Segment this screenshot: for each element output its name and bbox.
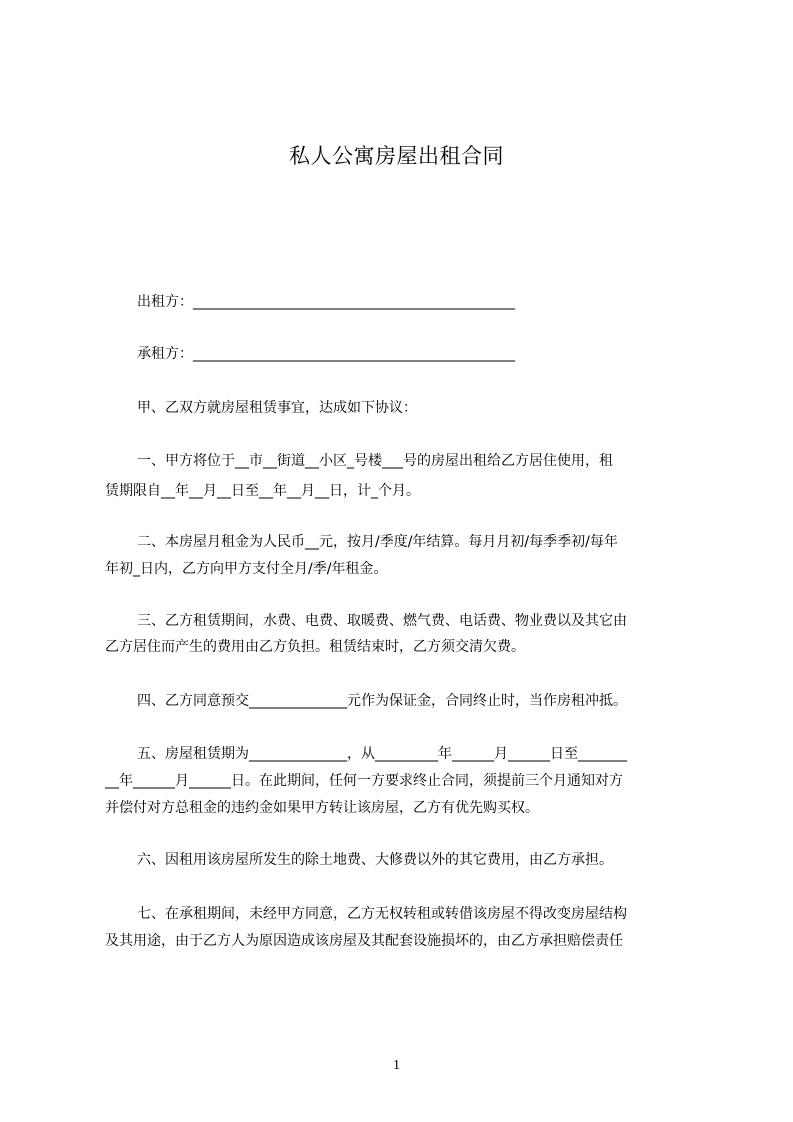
- clause-5-line-2: __年______月______日。在此期间，任何一方要求终止合同，须提前三个月通知对方: [105, 773, 623, 789]
- lessor-line: 出租方：______________________________________________: [137, 294, 515, 310]
- clause-2-line-2: 年初_日内，乙方向甲方支付全月/季/年租金。: [105, 561, 388, 577]
- lessee-line: 承租方：______________________________________________: [137, 346, 515, 362]
- intro-paragraph: 甲、乙双方就房屋租赁事宜，达成如下协议：: [137, 400, 417, 416]
- clause-3-line-2: 乙方居住而产生的费用由乙方负担。租赁结束时，乙方须交清欠费。: [105, 639, 525, 655]
- clause-2-line-1: 二、本房屋月租金为人民币__元，按月/季度/年结算。每月月初/每季季初/每年: [137, 534, 618, 550]
- clause-7-line-2: 及其用途，由于乙方人为原因造成该房屋及其配套设施损坏的，由乙方承担赔偿责任: [105, 933, 623, 949]
- clause-1-line-1: 一、甲方将位于__市__街道__小区_号楼___号的房屋出租给乙方居住使用，租: [137, 453, 613, 469]
- clause-3-line-1: 三、乙方租赁期间，水费、电费、取暖费、燃气费、电话费、物业费以及其它由: [137, 613, 627, 629]
- clause-4-line-1: 四、乙方同意预交______________元作为保证金，合同终止时，当作房租冲抵。: [137, 693, 627, 709]
- clause-1-line-2: 赁期限自__年__月__日至__年__月__日，计_个月。: [105, 483, 420, 499]
- clause-5-line-3: 并偿付对方总租金的违约金如果甲方转让该房屋，乙方有优先购买权。: [105, 800, 539, 816]
- clause-6-line-1: 六、因租用该房屋所发生的除土地费、大修费以外的其它费用，由乙方承担。: [137, 852, 613, 868]
- clause-5-line-1: 五、房屋租赁期为______________，从_________年______月______日至_______: [137, 746, 627, 762]
- clause-7-line-1: 七、在承租期间，未经甲方同意，乙方无权转租或转借该房屋不得改变房屋结构: [137, 906, 627, 922]
- page-number: 1: [393, 1058, 400, 1073]
- contract-title: 私人公寓房屋出租合同: [289, 144, 504, 168]
